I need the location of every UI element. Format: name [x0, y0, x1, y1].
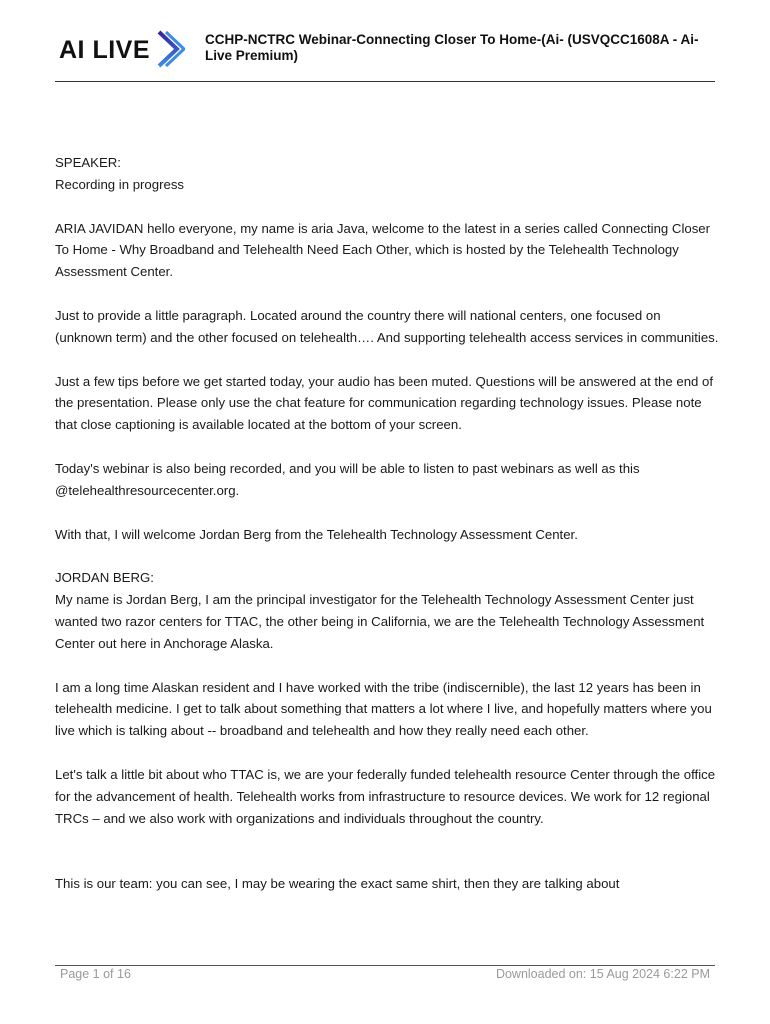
transcript-paragraph: This is our team: you can see, I may be wearing the exact same shirt, then they are talking about: [55, 876, 620, 892]
download-timestamp: Downloaded on: 15 Aug 2024 6:22 PM: [495, 967, 710, 981]
transcript-paragraph: Recording in progress: [55, 176, 185, 192]
header-divider: [55, 81, 715, 82]
transcript-paragraph: My name is Jordan Berg, I am the principal investigator for the Telehealth Technology Assessment Center just wanted two razor centers for TTAC, the other being in California, we are the Telehealth Technology Assessment Center out here in Anchorage Alaska.: [55, 592, 705, 651]
speaker-label: SPEAKER:: [55, 155, 121, 170]
transcript-paragraph: Just a few tips before we get started today, your audio has been muted. Questions will be answered at the end of the presentation. Please only use the chat feature for communication regarding technology issues. Please note that close captioning is available located at the bottom of your screen.: [55, 373, 714, 433]
transcript-paragraph: ARIA JAVIDAN hello everyone, my name is aria Java, welcome to the latest in a series called Connecting Closer To Home - Why Broadband and Telehealth Need Each Other, which is hosted by the Telehealth Technology Assessment Center.: [55, 220, 711, 280]
transcript-paragraph: Today's webinar is also being recorded, and you will be able to listen to past webinars as well as this @telehealthresourcecenter.org.: [55, 460, 640, 498]
transcript-paragraph: With that, I will welcome Jordan Berg from the Telehealth Technology Assessment Center.: [55, 526, 578, 542]
document-title: CCHP-NCTRC Webinar-Connecting Closer To Home-(Ai- (USVQCC1608A - Ai-Live Premium): [205, 32, 699, 63]
footer-divider: [55, 965, 715, 966]
logo-text: AI LIVE: [59, 36, 151, 64]
transcript-paragraph: Just to provide a little paragraph. Located around the country there will national centers, one focused on (unknown term) and the other focused on telehealth…. And supporting telehealth access services in communities.: [55, 307, 719, 345]
page-header: [55, 22, 715, 82]
ai-live-logo: [59, 26, 189, 70]
transcript-paragraph: Let's talk a little bit about who TTAC is, we are your federally funded telehealth resource Center through the office for the advancement of health. Telehealth works from infrastructure to resource devices. We work for 12 regional TRCs – and we also work with organizations and individuals throughout the country.: [55, 766, 716, 826]
page-number: Page 1 of 16: [60, 967, 131, 981]
transcript-paragraph: I am a long time Alaskan resident and I have worked with the tribe (indiscernible), the last 12 years has been in telehealth medicine. I get to talk about something that matters a lot where I live, and hopefully matters where you live which is talking about -- broadband and telehealth and how they really need each other.: [55, 679, 712, 739]
chevron-logo-icon: [155, 28, 185, 70]
speaker-label: JORDAN BERG:: [55, 570, 154, 586]
transcript-body: [55, 152, 720, 895]
